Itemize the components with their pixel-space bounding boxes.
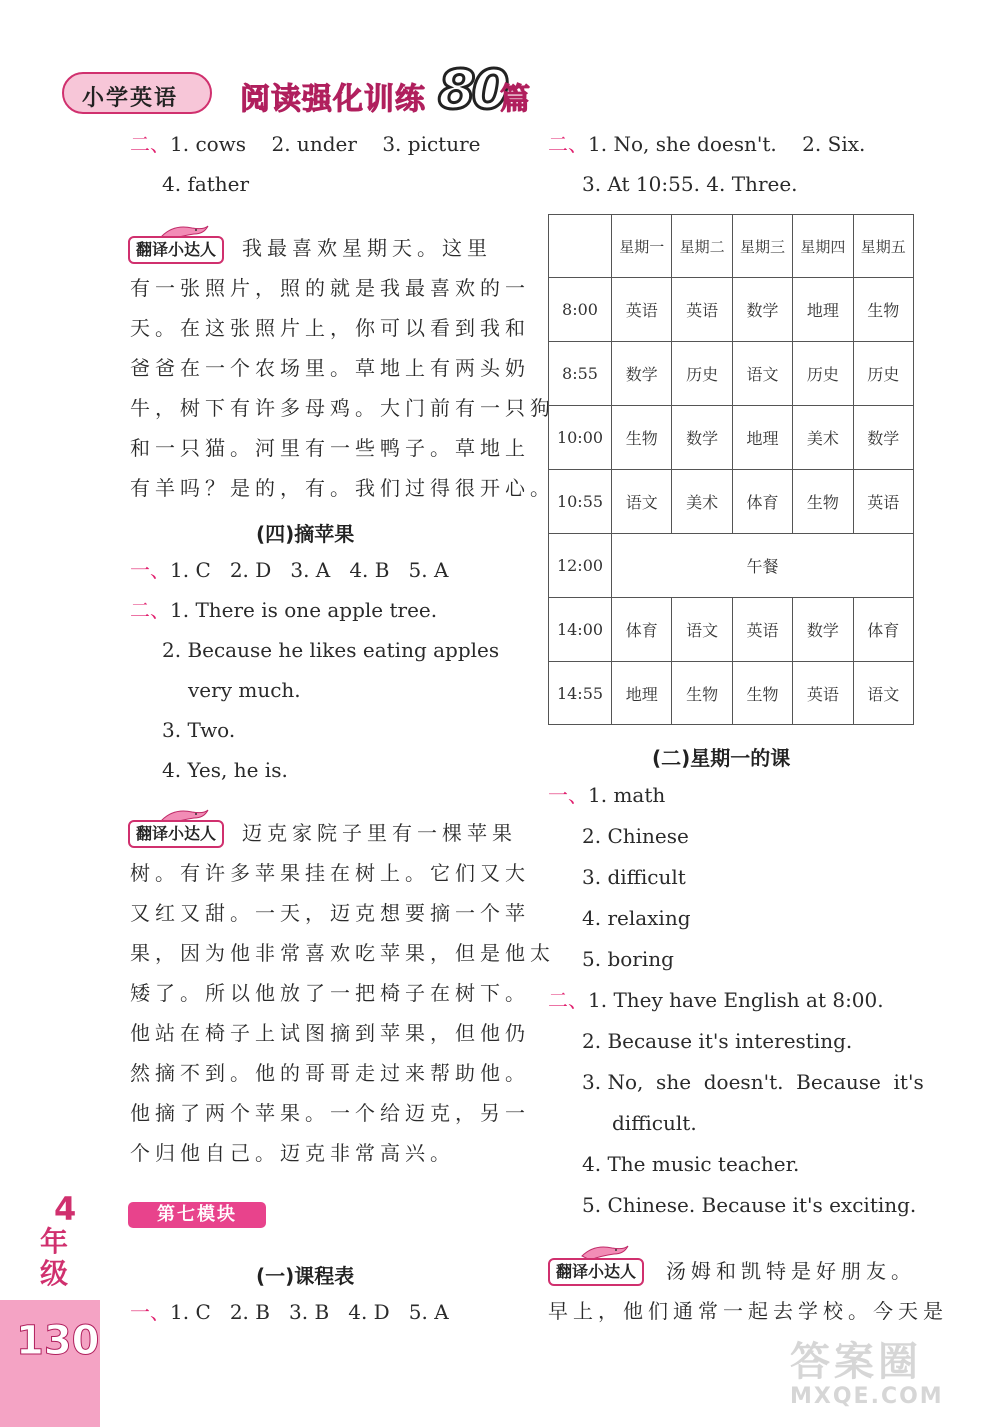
series-badge	[62, 72, 212, 114]
translation-text: 矮了。所以他放了一把椅子在树下。	[130, 981, 530, 1005]
translation-text: 他站在椅子上试图摘到苹果，但他仍	[130, 1021, 530, 1045]
table-cell: 8:00	[549, 278, 612, 342]
translation-text: 迈克家院子里有一棵苹果	[242, 821, 517, 845]
timetable	[548, 214, 914, 725]
translation-text: 早上，他们通常一起去学校。今天是	[548, 1299, 948, 1323]
grade-label	[40, 1192, 90, 1290]
translation-text: 汤姆和凯特是好朋友。	[666, 1259, 916, 1283]
answer-line: 3. difficult	[582, 865, 686, 889]
table-cell: 8:55	[549, 342, 612, 406]
answer-line: 4. The music teacher.	[582, 1152, 800, 1176]
answer-line: 4. relaxing	[582, 906, 691, 930]
table-cell: 14:55	[549, 662, 612, 725]
table-header-cell: 星期四	[793, 215, 853, 278]
watermark-url: MXQE.COM	[790, 1384, 944, 1409]
translation-text: 爸爸在一个农场里。草地上有两头奶	[130, 356, 530, 380]
table-cell: 体育	[612, 598, 672, 662]
answer-part2: 二、1. cows 2. under 3. picture	[130, 132, 481, 156]
table-cell: 英语	[853, 470, 913, 534]
answer-part2: 二、1. There is one apple tree.	[130, 598, 438, 622]
table-header-cell: 星期五	[853, 215, 913, 278]
table-cell: 生物	[612, 406, 672, 470]
book-title-80: 80	[438, 58, 506, 121]
watermark-text: 答案圈	[790, 1339, 922, 1385]
grade-number: 4	[54, 1190, 77, 1228]
table-row	[549, 534, 914, 598]
table-header-cell: 星期三	[732, 215, 792, 278]
table-row	[549, 598, 914, 662]
translation-text: 个归他自己。迈克非常高兴。	[130, 1141, 455, 1165]
translation-text: 他摘了两个苹果。一个给迈克，另一	[130, 1101, 530, 1125]
table-cell: 数学	[672, 406, 732, 470]
table-cell: 英语	[672, 278, 732, 342]
translation-text: 又红又甜。一天，迈克想要摘一个苹	[130, 901, 530, 925]
table-cell: 地理	[732, 406, 792, 470]
translation-text: 树。有许多苹果挂在树上。它们又大	[130, 861, 530, 885]
table-cell: 历史	[672, 342, 732, 406]
book-title-suffix: 篇	[500, 82, 530, 117]
table-cell: 语文	[732, 342, 792, 406]
translation-text: 牛，树下有许多母鸡。大门前有一只狗	[130, 396, 555, 420]
table-row	[549, 662, 914, 725]
table-cell: 美术	[793, 406, 853, 470]
table-cell: 历史	[853, 342, 913, 406]
module-badge: 第七模块	[128, 1202, 266, 1228]
table-cell: 生物	[672, 662, 732, 725]
answer-line: 3. Two.	[162, 718, 236, 742]
section-title: (二)星期一的课	[652, 746, 791, 770]
answer-part1: 一、1. C 2. D 3. A 4. B 5. A	[130, 558, 449, 582]
answer-part2: 二、1. No, she doesn't. 2. Six.	[548, 132, 866, 156]
table-header-cell: 星期一	[612, 215, 672, 278]
translation-text: 有羊吗？是的，有。我们过得很开心。	[130, 476, 555, 500]
table-cell: 数学	[853, 406, 913, 470]
table-cell: 体育	[853, 598, 913, 662]
table-cell: 12:00	[549, 534, 612, 598]
translation-text: 果，因为他非常喜欢吃苹果，但是他太	[130, 941, 555, 965]
table-cell: 生物	[793, 470, 853, 534]
table-cell: 数学	[612, 342, 672, 406]
table-row	[549, 470, 914, 534]
answer-line: very much.	[188, 678, 301, 702]
table-cell: 14:00	[549, 598, 612, 662]
translation-badge: 翻译小达人	[128, 820, 224, 848]
table-cell: 美术	[672, 470, 732, 534]
answer-line: 2. Chinese	[582, 824, 689, 848]
timetable-header-row	[549, 215, 914, 278]
table-cell: 地理	[612, 662, 672, 725]
answer-line: 3. At 10:55. 4. Three.	[582, 172, 798, 196]
book-title: 阅读强化训练	[240, 82, 426, 117]
answer-part2: 二、1. They have English at 8:00.	[548, 988, 884, 1012]
answer-line: difficult.	[612, 1111, 697, 1135]
grade-char: 级	[40, 1257, 69, 1290]
answer-line: 3. No, she doesn't. Because it's	[582, 1070, 924, 1094]
answer-line: 5. Chinese. Because it's exciting.	[582, 1193, 917, 1217]
table-cell: 10:55	[549, 470, 612, 534]
translation-badge: 翻译小达人	[128, 236, 224, 264]
table-cell: 数学	[732, 278, 792, 342]
table-cell: 英语	[612, 278, 672, 342]
section-title: (四)摘苹果	[256, 522, 355, 546]
table-cell: 语文	[612, 470, 672, 534]
answer-line: 4. father	[162, 172, 250, 196]
table-cell: 生物	[732, 662, 792, 725]
table-cell-lunch: 午餐	[612, 534, 914, 598]
table-header-cell	[549, 215, 612, 278]
table-cell: 数学	[793, 598, 853, 662]
answer-part1: 一、1. C 2. B 3. B 4. D 5. A	[130, 1300, 449, 1324]
watermark	[790, 1340, 990, 1420]
series-label: 小学英语	[82, 86, 179, 111]
translation-text: 我最喜欢星期天。这里	[242, 236, 492, 260]
answer-line: 2. Because it's interesting.	[582, 1029, 853, 1053]
answer-line: 5. boring	[582, 947, 674, 971]
table-cell: 10:00	[549, 406, 612, 470]
answer-part1: 一、1. math	[548, 783, 666, 807]
table-header-cell: 星期二	[672, 215, 732, 278]
table-cell: 语文	[672, 598, 732, 662]
table-cell: 英语	[793, 662, 853, 725]
translation-text: 天。在这张照片上，你可以看到我和	[130, 316, 530, 340]
table-cell: 生物	[853, 278, 913, 342]
table-cell: 历史	[793, 342, 853, 406]
section-title: (一)课程表	[256, 1264, 355, 1288]
table-cell: 语文	[853, 662, 913, 725]
table-row	[549, 406, 914, 470]
page-number: 130	[16, 1318, 100, 1364]
answer-line: 2. Because he likes eating apples	[162, 638, 500, 662]
translation-text: 和一只猫。河里有一些鸭子。草地上	[130, 436, 530, 460]
table-cell: 体育	[732, 470, 792, 534]
translation-text: 然摘不到。他的哥哥走过来帮助他。	[130, 1061, 530, 1085]
answer-line: 4. Yes, he is.	[162, 758, 288, 782]
table-row	[549, 278, 914, 342]
table-row	[549, 342, 914, 406]
translation-text: 有一张照片，照的就是我最喜欢的一	[130, 276, 530, 300]
table-cell: 地理	[793, 278, 853, 342]
translation-badge: 翻译小达人	[548, 1258, 644, 1286]
table-cell: 英语	[732, 598, 792, 662]
grade-char: 年	[40, 1225, 69, 1258]
